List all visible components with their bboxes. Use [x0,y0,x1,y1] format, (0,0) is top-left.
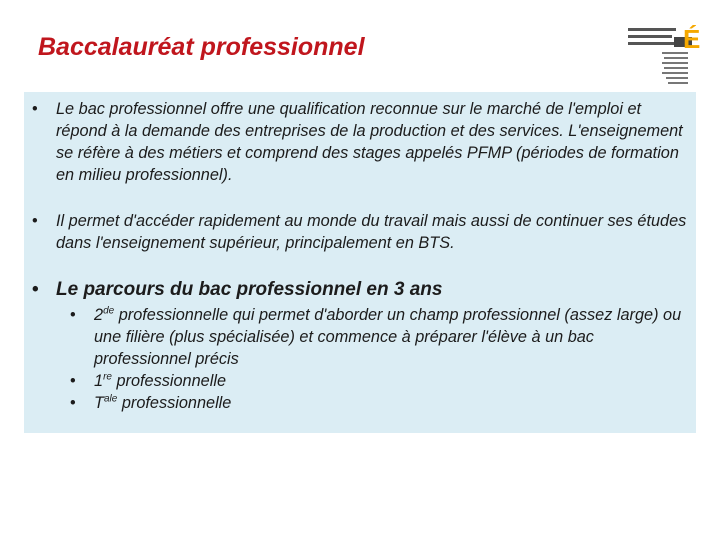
bullet-text: Il permet d'accéder rapidement au monde du travail mais aussi de continuer ses études dans l'enseignement supérieur, principalement en BTS. [56,212,687,252]
bullet-text: Le bac professionnel offre une qualification reconnue sur le marché de l'emploi et répond à la demande des entreprises de la production et des services. L'enseignement se réfère à des métiers et comprend des stages appelés PFMP (périodes de formation en milieu professionnel). [56,100,683,184]
bullet-parcours-heading [32,278,688,302]
parcours-list [70,304,688,414]
bullet-qualification [32,98,688,186]
item-superscript: de [103,305,115,317]
bullet-dot: • [32,279,39,300]
item-text: professionnelle [117,394,232,412]
bullet-dot: • [32,100,38,118]
item-prefix: T [94,394,104,412]
item-superscript: ale [103,393,118,405]
list-item-premiere [70,370,688,392]
list-item-seconde [70,304,688,370]
item-text: professionnelle qui permet d'aborder un champ professionnel (assez large) ou une filière (plus spécialisée) et commence à préparer l'élève à un bac professionnel précis [94,306,682,368]
item-prefix: 1 [94,372,104,390]
bullet-dot: • [70,394,76,412]
slide-title: Baccalauréat professionnel [38,33,365,61]
list-item-terminale [70,392,688,414]
onisep-logo [626,24,708,92]
bullet-dot: • [32,212,38,230]
item-prefix: 2 [94,306,104,324]
bullet-dot: • [70,306,76,324]
bullet-dot: • [70,372,76,390]
svg-text:É: É [683,24,701,54]
bullet-poursuite-etudes [32,210,688,254]
onisep-logo-icon [626,24,708,92]
bullet-text: Le parcours du bac professionnel en 3 ans [56,279,443,300]
content-box [24,92,696,433]
item-text: professionnelle [111,372,227,390]
item-superscript: re [103,371,112,383]
